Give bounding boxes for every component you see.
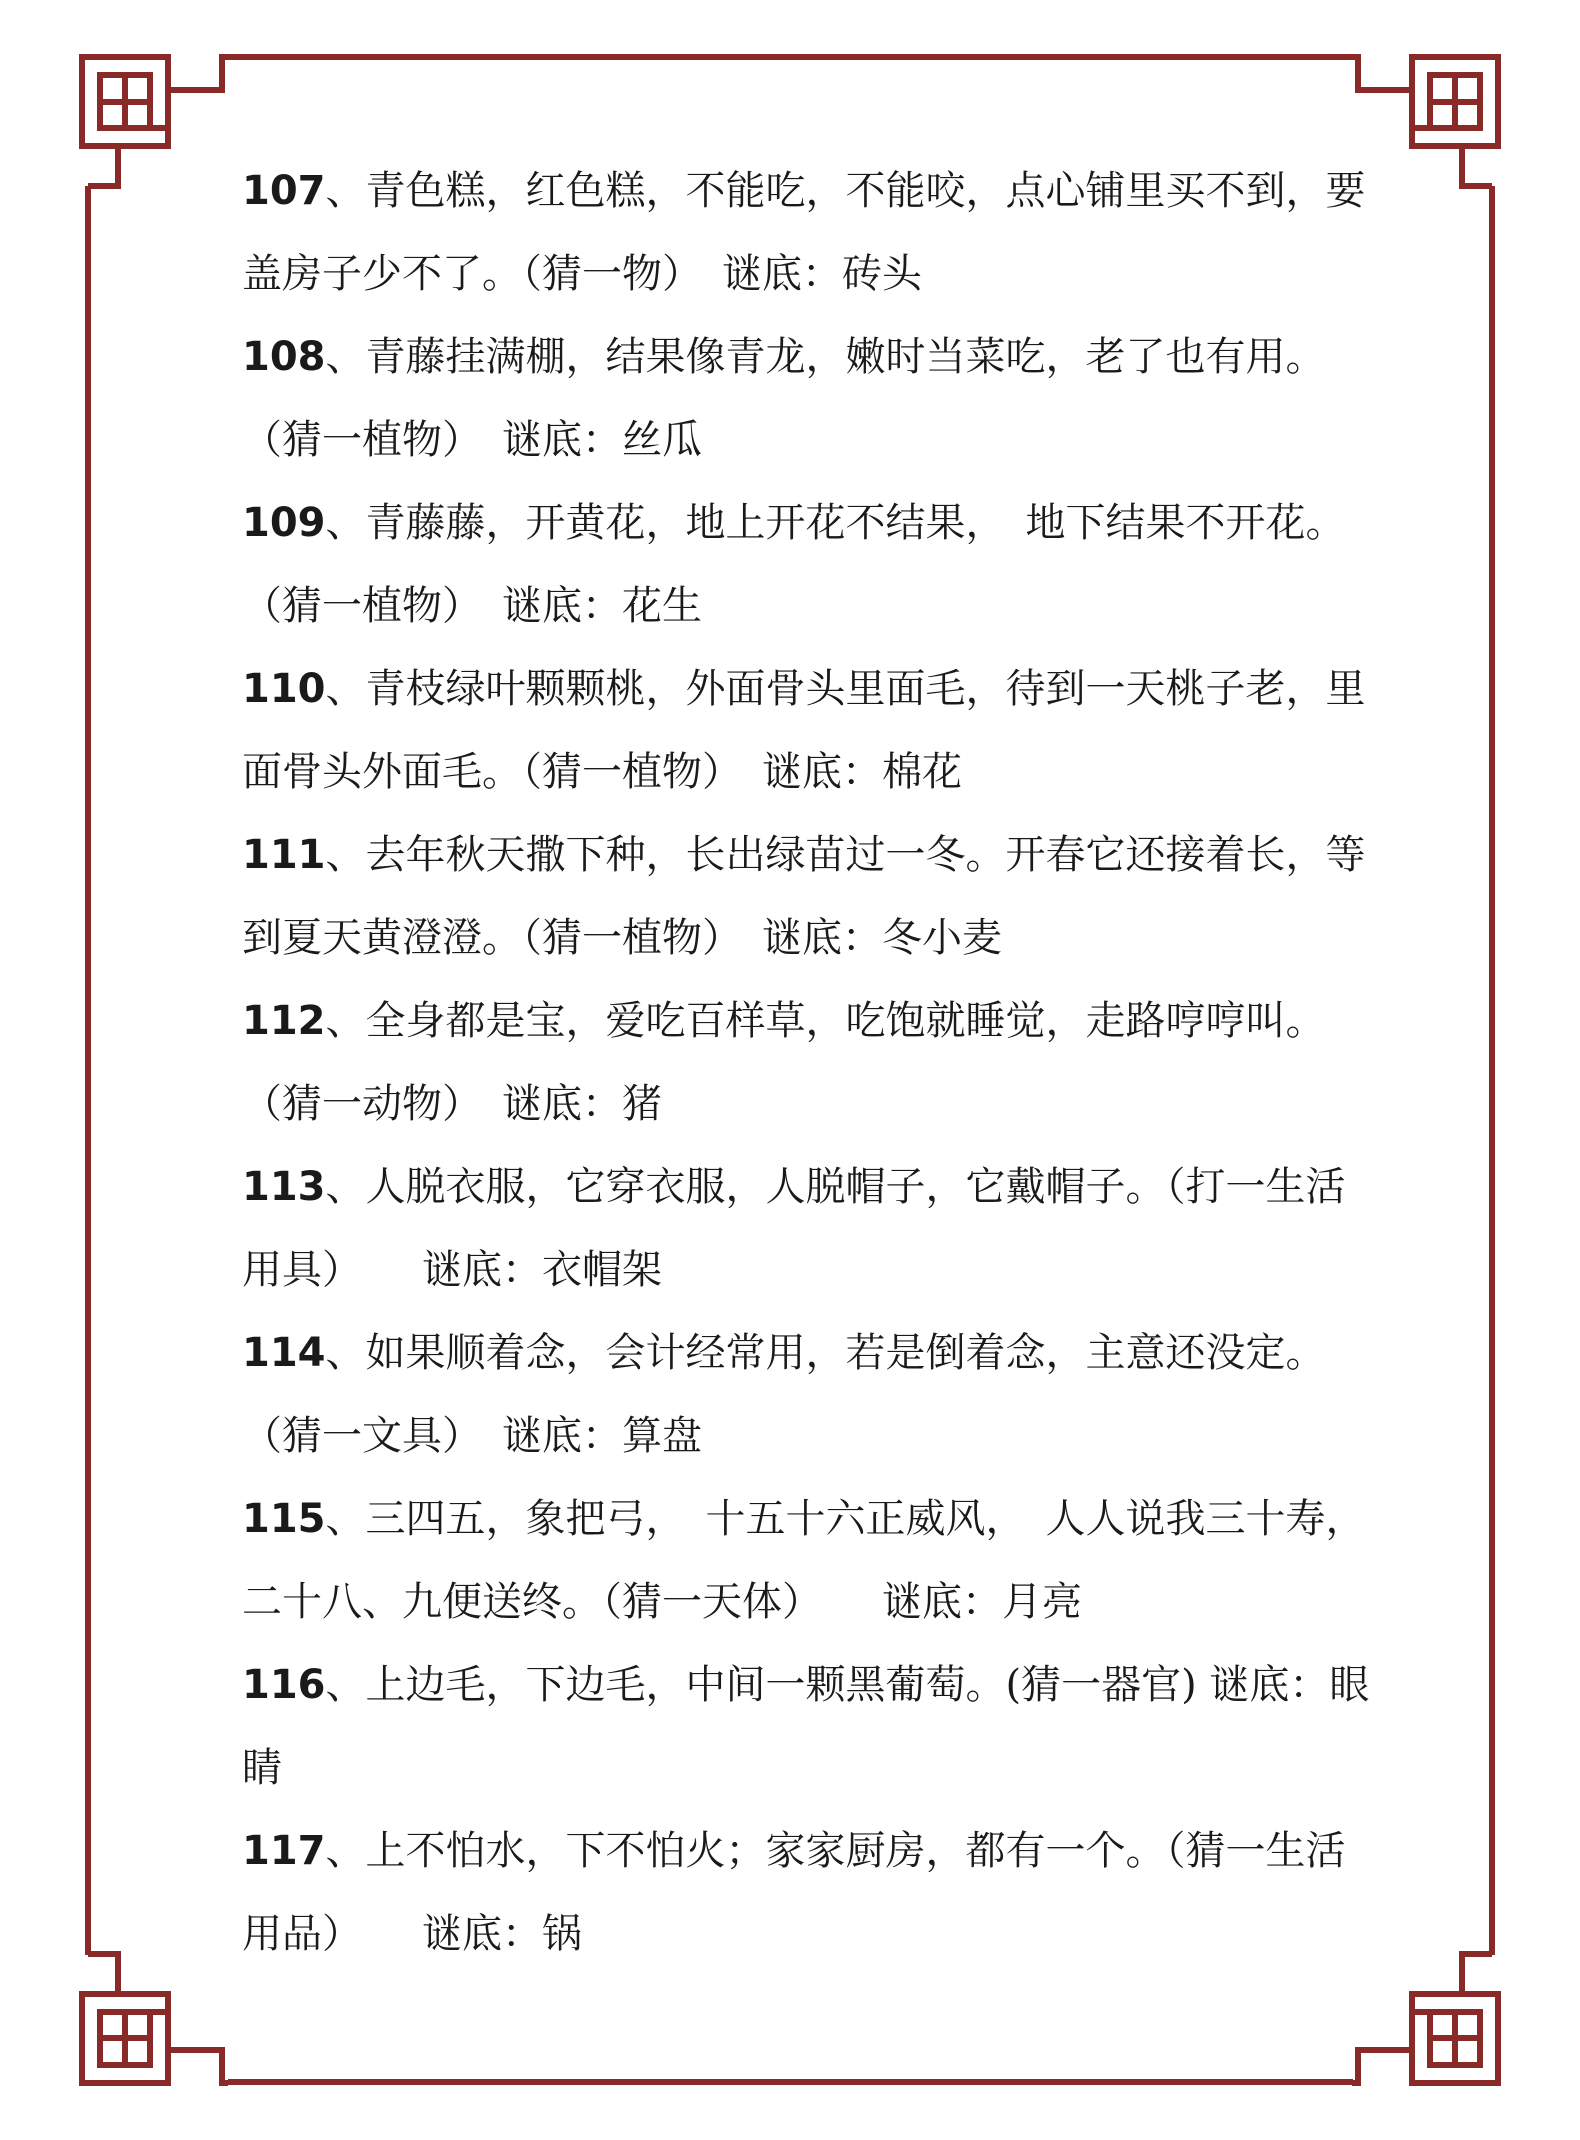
riddle-item-112 bbox=[242, 980, 1372, 1146]
riddle-number: 116 bbox=[242, 1662, 326, 1708]
riddle-number: 112 bbox=[242, 998, 326, 1044]
riddle-list bbox=[242, 150, 1386, 1976]
riddle-item-117 bbox=[242, 1810, 1372, 1976]
riddle-text: 、上不怕水，下不怕火；家家厨房，都有一个。（猜一生活用品） 谜底：锅 bbox=[242, 1828, 1346, 1957]
riddle-text: 、全身都是宝，爱吃百样草，吃饱就睡觉，走路哼哼叫。（猜一动物） 谜底：猪 bbox=[242, 998, 1326, 1127]
riddle-item-113 bbox=[242, 1146, 1372, 1312]
riddle-number: 111 bbox=[242, 832, 326, 878]
riddle-item-108 bbox=[242, 316, 1372, 482]
riddle-text: 、去年秋天撒下种，长出绿苗过一冬。开春它还接着长，等到夏天黄澄澄。（猜一植物） 谜底：冬小麦 bbox=[242, 832, 1366, 961]
riddle-number: 108 bbox=[242, 334, 326, 380]
riddle-item-107 bbox=[242, 150, 1372, 316]
riddle-number: 113 bbox=[242, 1164, 326, 1210]
riddle-text: 、三四五，象把弓， 十五十六正威风， 人人说我三十寿， 二十八、九便送终。（猜一天体） 谜底：月亮 bbox=[242, 1496, 1386, 1625]
riddle-item-115 bbox=[242, 1478, 1386, 1644]
riddle-number: 115 bbox=[242, 1496, 326, 1542]
riddle-number: 107 bbox=[242, 168, 326, 214]
riddle-item-116 bbox=[242, 1644, 1372, 1810]
riddle-text: 、如果顺着念，会计经常用，若是倒着念，主意还没定。（猜一文具） 谜底：算盘 bbox=[242, 1330, 1326, 1459]
riddle-text: 、青藤挂满棚，结果像青龙，嫩时当菜吃，老了也有用。（猜一植物） 谜底：丝瓜 bbox=[242, 334, 1326, 463]
riddle-item-110 bbox=[242, 648, 1372, 814]
riddle-number: 110 bbox=[242, 666, 326, 712]
riddle-text: 、青枝绿叶颗颗桃，外面骨头里面毛，待到一天桃子老，里面骨头外面毛。（猜一植物） 谜底：棉花 bbox=[242, 666, 1366, 795]
riddle-item-111 bbox=[242, 814, 1372, 980]
riddle-number: 117 bbox=[242, 1828, 326, 1874]
riddle-number: 114 bbox=[242, 1330, 326, 1376]
riddle-item-109 bbox=[242, 482, 1372, 648]
riddle-text: 、青色糕，红色糕，不能吃，不能咬，点心铺里买不到，要盖房子少不了。（猜一物） 谜底：砖头 bbox=[242, 168, 1366, 297]
riddle-text: 、人脱衣服，它穿衣服，人脱帽子，它戴帽子。（打一生活用具） 谜底：衣帽架 bbox=[242, 1164, 1346, 1293]
riddle-text: 、上边毛，下边毛，中间一颗黑葡萄。(猜一器官) 谜底：眼睛 bbox=[242, 1662, 1370, 1791]
riddle-number: 109 bbox=[242, 500, 326, 546]
riddle-item-114 bbox=[242, 1312, 1372, 1478]
riddle-text: 、青藤藤，开黄花，地上开花不结果， 地下结果不开花。（猜一植物） 谜底：花生 bbox=[242, 500, 1346, 629]
